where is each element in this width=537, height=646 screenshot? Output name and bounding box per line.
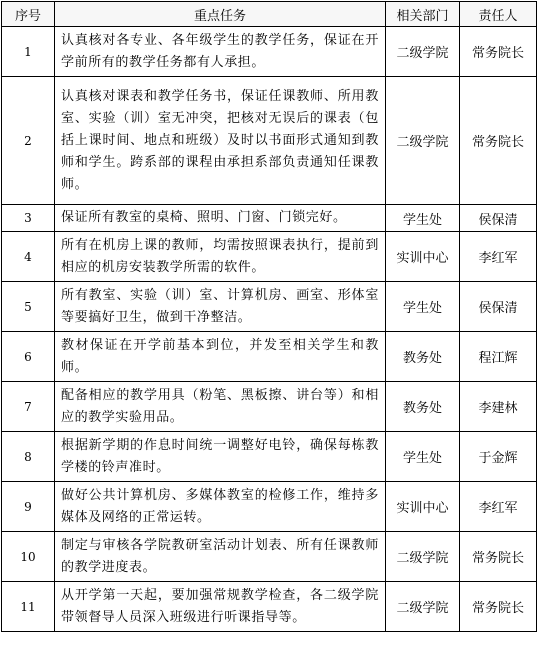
row-person: 侯保清 [460,282,537,332]
row-department: 教务处 [386,382,460,432]
table-row [2,532,537,582]
table-row [2,232,537,282]
row-department: 学生处 [386,205,460,232]
row-department: 教务处 [386,332,460,382]
row-task: 配备相应的教学用具（粉笔、黑板擦、讲台等）和相应的教学实验用品。 [55,382,386,432]
row-department: 二级学院 [386,532,460,582]
row-person: 常务院长 [460,532,537,582]
row-task: 所有在机房上课的教师，均需按照课表执行，提前到相应的机房安装教学所需的软件。 [55,232,386,282]
table-row [2,482,537,532]
row-task: 制定与审核各学院教研室活动计划表、所有任课教师的教学进度表。 [55,532,386,582]
header-department: 相关部门 [386,2,460,27]
row-task: 所有教室、实验（训）室、计算机房、画室、形体室等要搞好卫生，做到干净整洁。 [55,282,386,332]
header-number: 序号 [2,2,55,27]
row-department: 二级学院 [386,77,460,205]
row-person: 李红军 [460,232,537,282]
row-department: 二级学院 [386,27,460,77]
row-person: 李红军 [460,482,537,532]
row-department: 实训中心 [386,232,460,282]
row-department: 学生处 [386,282,460,332]
row-number: 11 [2,582,55,632]
table-row [2,582,537,632]
row-person: 侯保清 [460,205,537,232]
table-row [2,27,537,77]
task-table [1,1,537,632]
row-number: 5 [2,282,55,332]
row-task: 教材保证在开学前基本到位，并发至相关学生和教师。 [55,332,386,382]
row-number: 4 [2,232,55,282]
table-row [2,77,537,205]
row-department: 二级学院 [386,582,460,632]
table-row [2,282,537,332]
row-number: 9 [2,482,55,532]
row-person: 李建林 [460,382,537,432]
row-number: 3 [2,205,55,232]
row-task: 认真核对课表和教学任务书，保证任课教师、所用教室、实验（训）室无冲突，把核对无误后的课表（包括上课时间、地点和班级）及时以书面形式通知到教师和学生。跨系部的课程由承担系部负责通知任课教师。 [55,77,386,205]
table-row [2,205,537,232]
row-task: 从开学第一天起，要加强常规教学检查，各二级学院带领督导人员深入班级进行听课指导等。 [55,582,386,632]
row-person: 程江辉 [460,332,537,382]
row-number: 1 [2,27,55,77]
header-person: 责任人 [460,2,537,27]
row-task: 认真核对各专业、各年级学生的教学任务，保证在开学前所有的教学任务都有人承担。 [55,27,386,77]
row-task: 根据新学期的作息时间统一调整好电铃，确保每栋教学楼的铃声准时。 [55,432,386,482]
row-person: 常务院长 [460,27,537,77]
table-row [2,432,537,482]
row-task: 做好公共计算机房、多媒体教室的检修工作，维持多媒体及网络的正常运转。 [55,482,386,532]
row-department: 学生处 [386,432,460,482]
row-number: 2 [2,77,55,205]
row-person: 常务院长 [460,77,537,205]
row-department: 实训中心 [386,482,460,532]
row-number: 6 [2,332,55,382]
table-row [2,332,537,382]
row-person: 于金辉 [460,432,537,482]
row-task: 保证所有教室的桌椅、照明、门窗、门锁完好。 [55,205,386,232]
row-number: 7 [2,382,55,432]
header-task: 重点任务 [55,2,386,27]
table-header-row [2,2,537,27]
row-person: 常务院长 [460,582,537,632]
row-number: 8 [2,432,55,482]
table-row [2,382,537,432]
row-number: 10 [2,532,55,582]
